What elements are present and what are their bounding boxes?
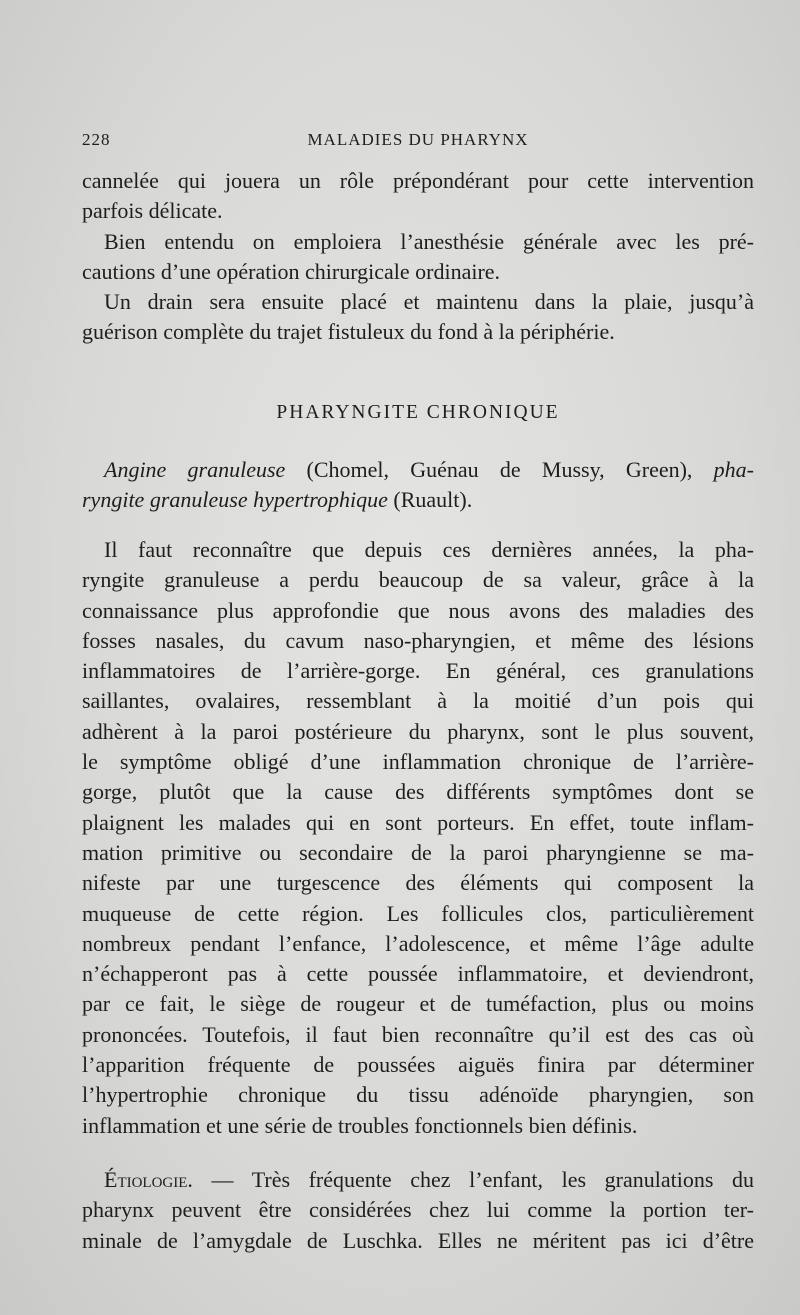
running-title: MALADIES DU PHARYNX [307, 130, 529, 149]
text-line: guérison complète du trajet fistuleux du fond à la périphérie. [82, 319, 615, 345]
synonyms-paragraph [82, 455, 754, 516]
text-line: connaissance plus approfondie que nous avons des maladies des [82, 597, 754, 623]
text-line: nifeste par une turgescence des éléments qui composent la [82, 870, 754, 896]
text-line: Bien entendu on emploiera l’anesthésie générale avec les pré- [104, 228, 754, 254]
text-line: par ce fait, le siège de rougeur et de tuméfaction, plus ou moins [82, 991, 754, 1017]
text-line: muqueuse de cette région. Les follicules clos, particulièrement [82, 900, 754, 926]
text-line: ryngite granuleuse a perdu beaucoup de sa valeur, grâce à la [82, 567, 754, 593]
text-line: saillantes, ovalaires, ressemblant à la moitié d’un pois qui [82, 688, 754, 714]
page-number: 228 [82, 130, 111, 149]
etiology-label: Étiologie. [104, 1167, 193, 1192]
text-line: gorge, plutôt que la cause des différents symptômes dont se [82, 779, 754, 805]
synonym-term: pha- [713, 457, 754, 482]
text-line: inflammation et une série de troubles fonctionnels bien définis. [82, 1112, 638, 1138]
intro-paragraphs [82, 166, 754, 348]
text-line: fosses nasales, du cavum naso-pharyngien, et même des lésions [82, 627, 754, 653]
synonym-authors: (Chomel, Guénau de Mussy, Green), [285, 457, 714, 482]
text-line: le symptôme obligé d’une inflammation chronique de l’arrière- [82, 749, 754, 775]
synonym-term: Angine granuleuse [104, 457, 286, 482]
text-line: inflammatoires de l’arrière-gorge. En général, ces granulations [82, 658, 754, 684]
text-line: Un drain sera ensuite placé et maintenu dans la plaie, jusqu’à [104, 289, 754, 315]
text-line [82, 485, 754, 515]
text-line: cautions d’une opération chirurgicale ordinaire. [82, 258, 501, 284]
text-line [82, 1165, 754, 1195]
text-line: n’échapperont pas à cette poussée inflammatoire, et deviendront, [82, 961, 754, 987]
text-line: nombreux pendant l’enfance, l’adolescence, et même l’âge adulte [82, 930, 754, 956]
etiology-text: — Très fréquente chez l’enfant, les granulations du [192, 1167, 754, 1192]
synonym-authors: (Ruault). [387, 487, 473, 513]
text-line: parfois délicate. [82, 198, 223, 224]
etiology-paragraph [82, 1165, 754, 1256]
text-line: minale de l’amygdale de Luschka. Elles ne méritent pas ici d’être [82, 1227, 754, 1253]
body-paragraph [82, 535, 754, 1141]
text-line [82, 455, 754, 485]
text-line: l’hypertrophie chronique du tissu adénoïde pharyngien, son [82, 1082, 754, 1108]
synonym-term: ryngite granuleuse hypertrophique [82, 487, 388, 513]
page-header [82, 130, 754, 156]
text-line: l’apparition fréquente de poussées aiguës finira par déterminer [82, 1052, 754, 1078]
text-line: plaignent les malades qui en sont porteurs. En effet, toute inflam- [82, 809, 754, 835]
text-line: adhèrent à la paroi postérieure du pharynx, sont le plus souvent, [82, 718, 754, 744]
text-line: cannelée qui jouera un rôle prépondérant pour cette intervention [82, 168, 754, 193]
text-line: mation primitive ou secondaire de la paroi pharyngienne se ma- [82, 839, 754, 865]
text-line: pharynx peuvent être considérées chez lui comme la portion ter- [82, 1197, 754, 1223]
text-line: Il faut reconnaître que depuis ces dernières années, la pha- [104, 537, 754, 562]
text-line: prononcées. Toutefois, il faut bien reconnaître qu’il est des cas où [82, 1021, 754, 1047]
section-title: PHARYNGITE CHRONIQUE [276, 402, 560, 423]
